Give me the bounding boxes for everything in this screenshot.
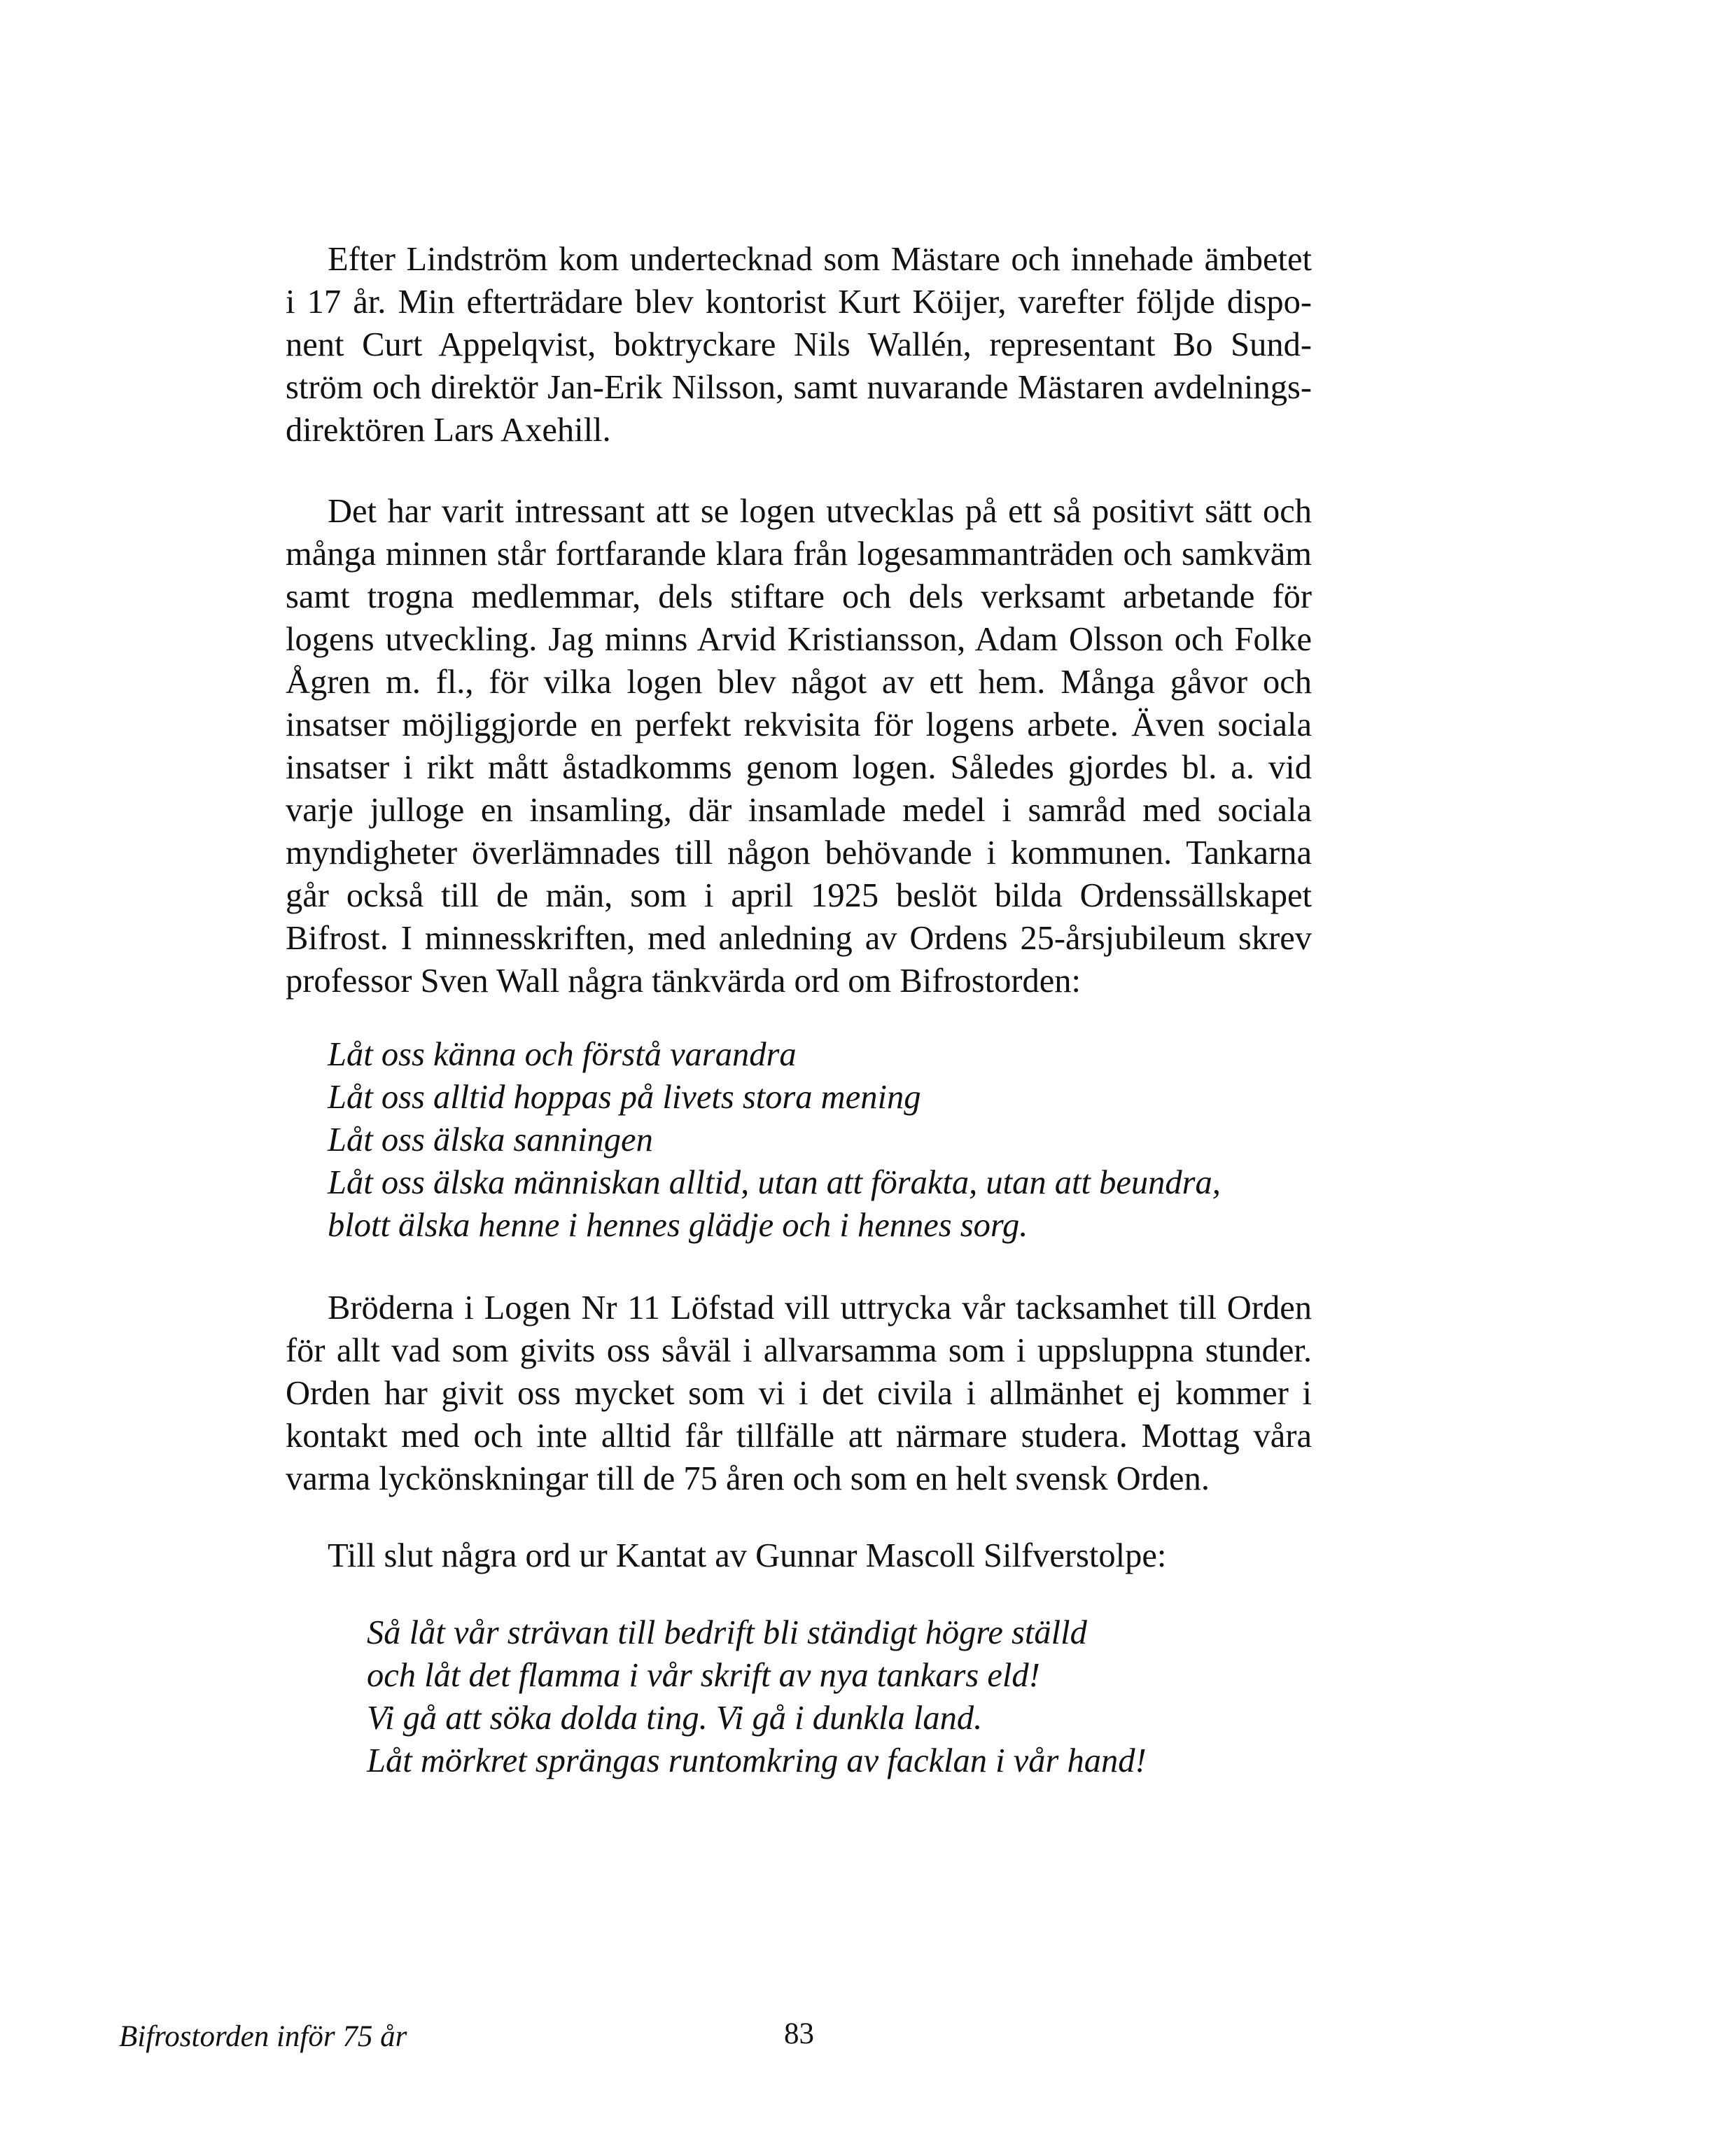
paragraph-2 (286, 490, 1312, 1002)
paragraph-line: professor Sven Wall några tänkvärda ord om Bifrostorden: (286, 962, 1082, 1000)
paragraph-line: varma lyckönskningar till de 75 åren och som en helt svensk Orden. (286, 1460, 1210, 1497)
paragraph-body (286, 1287, 1312, 1500)
paragraph-body (286, 1534, 1312, 1577)
paragraph-line: går också till de män, som i april 1925 beslöt bilda Ordenssällskapet (286, 877, 1312, 914)
paragraph-1 (286, 238, 1312, 451)
paragraph-line: insatser i rikt mått åstadkomms genom logen. Således gjordes bl. a. vid (286, 749, 1312, 786)
quote-line: Vi gå att söka dolda ting. Vi gå i dunkla land. (367, 1700, 983, 1737)
quote-line: och låt det flamma i vår skrift av nya tankars eld! (367, 1657, 1040, 1694)
paragraph-line: Bröderna i Logen Nr 11 Löfstad vill uttrycka vår tacksamhet till Orden (328, 1289, 1312, 1326)
quote-line: blott älska henne i hennes glädje och i hennes sorg. (328, 1207, 1028, 1244)
paragraph-line: nent Curt Appelqvist, boktryckare Nils Wallén, representant Bo Sund- (286, 326, 1312, 363)
paragraph-line: Bifrost. I minnesskriften, med anledning av Ordens 25-årsjubileum skrev (286, 920, 1312, 957)
paragraph-line: kontakt med och inte alltid får tillfälle att närmare studera. Mottag våra (286, 1418, 1312, 1455)
paragraph-line: ström och direktör Jan-Erik Nilsson, samt nuvarande Mästaren avdelnings- (286, 369, 1312, 406)
paragraph-line: många minnen står fortfarande klara från logesammanträden och samkväm (286, 536, 1312, 573)
paragraph-line: i 17 år. Min efterträdare blev kontorist Kurt Köijer, varefter följde dispo- (286, 284, 1312, 321)
paragraph-body (286, 238, 1312, 451)
paragraph-line: samt trogna medlemmar, dels stiftare och dels verksamt arbetande för (286, 578, 1312, 615)
paragraph-line: Det har varit intressant att se logen utvecklas på ett så positivt sätt och (328, 493, 1312, 530)
footer-title: Bifrostorden inför 75 år (119, 2020, 407, 2053)
quote-wall (328, 1033, 1221, 1247)
paragraph-line: varje julloge en insamling, där insamlade medel i samråd med sociala (286, 792, 1312, 829)
paragraph-line: logens utveckling. Jag minns Arvid Kristiansson, Adam Olsson och Folke (286, 621, 1312, 658)
paragraph-line: Orden har givit oss mycket som vi i det civila i allmänhet ej kommer i (286, 1375, 1312, 1412)
paragraph-line: för allt vad som givits oss såväl i allvarsamma som i uppsluppna stunder. (286, 1332, 1312, 1369)
paragraph-line: direktören Lars Axehill. (286, 412, 611, 449)
quote-line: Låt oss känna och förstå varandra (328, 1036, 797, 1073)
paragraph-3 (286, 1287, 1312, 1500)
page-number: 83 (784, 2017, 814, 2050)
paragraph-line: insatser möjliggjorde en perfekt rekvisita för logens arbete. Även sociala (286, 706, 1312, 743)
quote-line: Låt mörkret sprängas runtomkring av facklan i vår hand! (367, 1742, 1147, 1779)
quote-line: Låt oss älska människan alltid, utan att förakta, utan att beundra, (328, 1164, 1221, 1201)
quote-line: Så låt vår strävan till bedrift bli ständigt högre ställd (367, 1614, 1087, 1651)
paragraph-line: Till slut några ord ur Kantat av Gunnar Mascoll Silfverstolpe: (328, 1537, 1167, 1574)
paragraph-body (286, 490, 1312, 1002)
quote-cantata (367, 1611, 1147, 1782)
quote-line: Låt oss alltid hoppas på livets stora mening (328, 1079, 921, 1116)
quote-line: Låt oss älska sanningen (328, 1121, 653, 1158)
paragraph-4 (286, 1534, 1312, 1577)
paragraph-line: myndigheter överlämnades till någon behövande i kommunen. Tankarna (286, 834, 1312, 872)
paragraph-line: Ågren m. fl., för vilka logen blev något av ett hem. Många gåvor och (286, 664, 1312, 701)
paragraph-line: Efter Lindström kom undertecknad som Mästare och innehade ämbetet (328, 241, 1312, 278)
